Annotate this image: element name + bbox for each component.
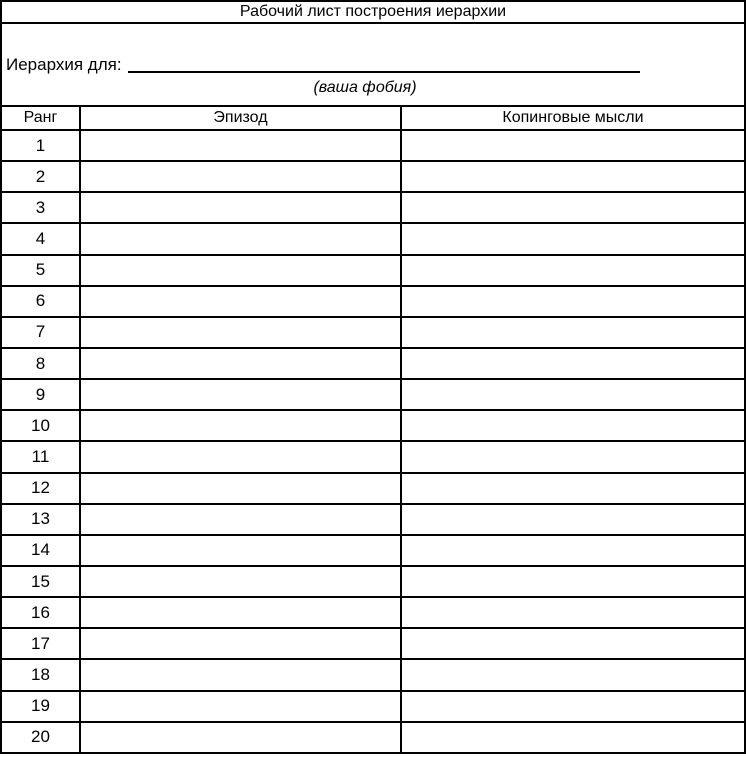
rank-cell: 15 xyxy=(1,566,80,597)
coping-cell xyxy=(401,597,745,628)
episode-cell xyxy=(80,691,401,722)
rank-cell: 2 xyxy=(1,161,80,192)
header-coping: Копинговые мысли xyxy=(401,106,745,130)
table-row xyxy=(1,317,745,348)
episode-cell xyxy=(80,410,401,441)
hierarchy-line xyxy=(2,24,744,75)
table-row xyxy=(1,597,745,628)
table-row xyxy=(1,722,745,753)
episode-cell xyxy=(80,348,401,379)
header-rank: Ранг xyxy=(1,106,80,130)
header-episode: Эпизод xyxy=(80,106,401,130)
table-row xyxy=(1,410,745,441)
coping-cell xyxy=(401,473,745,504)
table-row xyxy=(1,628,745,659)
table-header-row xyxy=(1,106,745,130)
rank-cell: 5 xyxy=(1,255,80,286)
coping-cell xyxy=(401,659,745,690)
episode-cell xyxy=(80,255,401,286)
rank-cell: 14 xyxy=(1,535,80,566)
table-row xyxy=(1,691,745,722)
table-row xyxy=(1,566,745,597)
hierarchy-table xyxy=(0,105,746,754)
rank-cell: 10 xyxy=(1,410,80,441)
episode-cell xyxy=(80,192,401,223)
coping-cell xyxy=(401,722,745,753)
episode-cell xyxy=(80,566,401,597)
coping-cell xyxy=(401,441,745,472)
episode-cell xyxy=(80,722,401,753)
episode-cell xyxy=(80,130,401,161)
episode-cell xyxy=(80,379,401,410)
table-row xyxy=(1,441,745,472)
table-row xyxy=(1,535,745,566)
episode-cell xyxy=(80,286,401,317)
coping-cell xyxy=(401,317,745,348)
hierarchy-label: Иерархия для: xyxy=(6,55,122,74)
page-title: Рабочий лист построения иерархии xyxy=(0,0,746,24)
episode-cell xyxy=(80,161,401,192)
rank-cell: 20 xyxy=(1,722,80,753)
rank-cell: 19 xyxy=(1,691,80,722)
table-row xyxy=(1,659,745,690)
rank-cell: 7 xyxy=(1,317,80,348)
coping-cell xyxy=(401,192,745,223)
episode-cell xyxy=(80,223,401,254)
coping-cell xyxy=(401,161,745,192)
table-row xyxy=(1,473,745,504)
rank-cell: 1 xyxy=(1,130,80,161)
rank-cell: 11 xyxy=(1,441,80,472)
rank-cell: 6 xyxy=(1,286,80,317)
coping-cell xyxy=(401,223,745,254)
table-row xyxy=(1,223,745,254)
coping-cell xyxy=(401,255,745,286)
coping-cell xyxy=(401,628,745,659)
coping-cell xyxy=(401,379,745,410)
rank-cell: 13 xyxy=(1,504,80,535)
episode-cell xyxy=(80,659,401,690)
table-row xyxy=(1,379,745,410)
hierarchy-section xyxy=(0,24,746,105)
rank-cell: 3 xyxy=(1,192,80,223)
table-row xyxy=(1,130,745,161)
episode-cell xyxy=(80,473,401,504)
rank-cell: 18 xyxy=(1,659,80,690)
coping-cell xyxy=(401,286,745,317)
coping-cell xyxy=(401,348,745,379)
episode-cell xyxy=(80,441,401,472)
coping-cell xyxy=(401,691,745,722)
episode-cell xyxy=(80,317,401,348)
hierarchy-caption: (ваша фобия) xyxy=(313,78,417,96)
rank-cell: 9 xyxy=(1,379,80,410)
table-row xyxy=(1,255,745,286)
hierarchy-blank-line xyxy=(128,68,640,73)
rank-cell: 12 xyxy=(1,473,80,504)
rank-cell: 4 xyxy=(1,223,80,254)
table-row xyxy=(1,286,745,317)
coping-cell xyxy=(401,535,745,566)
coping-cell xyxy=(401,130,745,161)
coping-cell xyxy=(401,566,745,597)
episode-cell xyxy=(80,535,401,566)
episode-cell xyxy=(80,597,401,628)
episode-cell xyxy=(80,628,401,659)
table-row xyxy=(1,161,745,192)
coping-cell xyxy=(401,504,745,535)
rank-cell: 8 xyxy=(1,348,80,379)
hierarchy-table-body xyxy=(1,130,745,753)
table-row xyxy=(1,192,745,223)
table-row xyxy=(1,504,745,535)
rank-cell: 17 xyxy=(1,628,80,659)
table-row xyxy=(1,348,745,379)
episode-cell xyxy=(80,504,401,535)
rank-cell: 16 xyxy=(1,597,80,628)
coping-cell xyxy=(401,410,745,441)
